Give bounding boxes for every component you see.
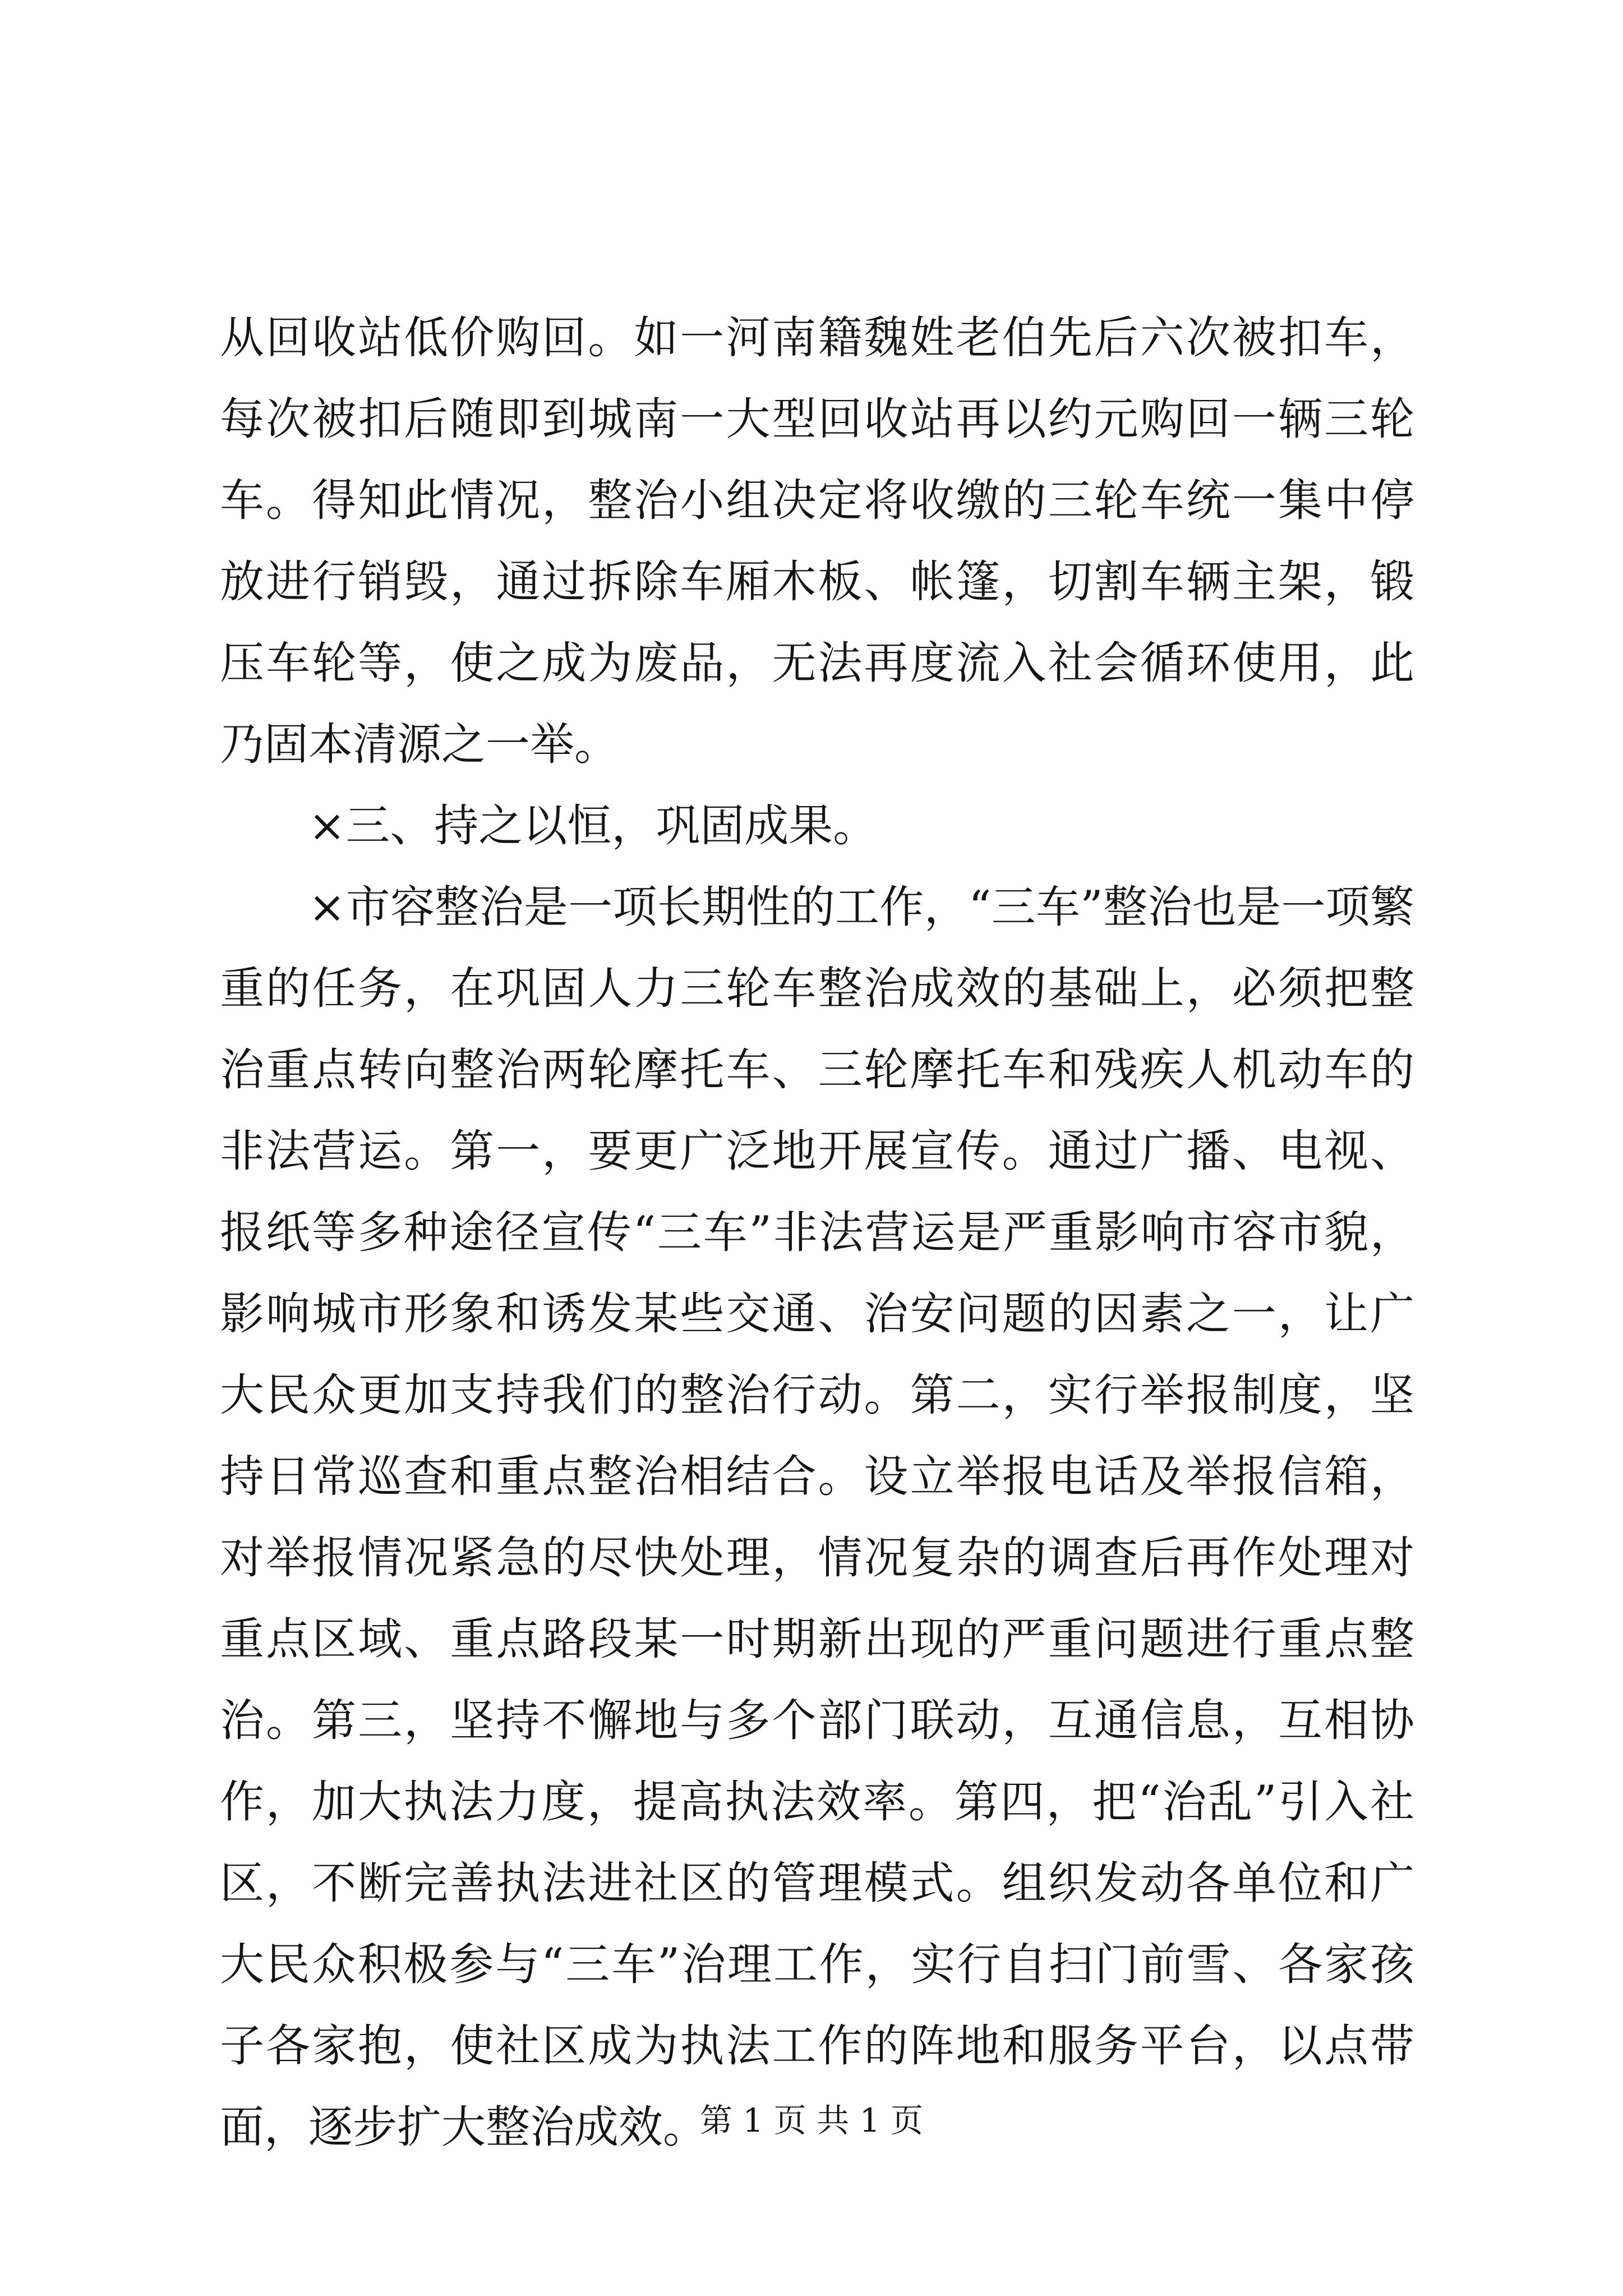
section-heading: ×三、持之以恒，巩固成果。 <box>308 800 878 852</box>
document-body <box>220 297 1414 2168</box>
page-footer: 第 1 页 共 1 页 <box>700 2101 923 2139</box>
paragraph: ×市容整治是一项长期性的工作，“三车”整治也是一项繁重的任务，在巩固人力三轮车整治成效的基础上，必须把整治重点转向整治两轮摩托车、三轮摩托车和残疾人机动车的非法营运。第一，要更广泛地开展宣传。通过广播、电视、报纸等多种途径宣传“三车”非法营运是严重影响市容市貌，影响城市形象和诱发某些交通、治安问题的因素之一，让广大民众更加支持我们的整治行动。第二，实行举报制度，坚持日常巡查和重点整治相结合。设立举报电话及举报信箱，对举报情况紧急的尽快处理，情况复杂的调查后再作处理对重点区域、重点路段某一时期新出现的严重问题进行重点整治。第三，坚持不懈地与多个部门联动，互通信息，互相协作，加大执法力度，提高执法效率。第四，把“治乱”引入社区，不断完善执法进社区的管理模式。组织发动各单位和广大民众积极参与“三车”治理工作，实行自扫门前雪、各家孩子各家抱，使社区成为执法工作的阵地和服务平台，以点带面，逐步扩大整治成效。 <box>220 881 1414 2153</box>
paragraph-continuation: 从回收站低价购回。如一河南籍魏姓老伯先后六次被扣车，每次被扣后随即到城南一大型回收站再以约元购回一辆三轮车。得知此情况，整治小组决定将收缴的三轮车统一集中停放进行销毁，通过拆除车厢木板、帐篷，切割车辆主架，锻压车轮等，使之成为废品，无法再度流入社会循环使用，此乃固本清源之一举。 <box>220 312 1414 770</box>
